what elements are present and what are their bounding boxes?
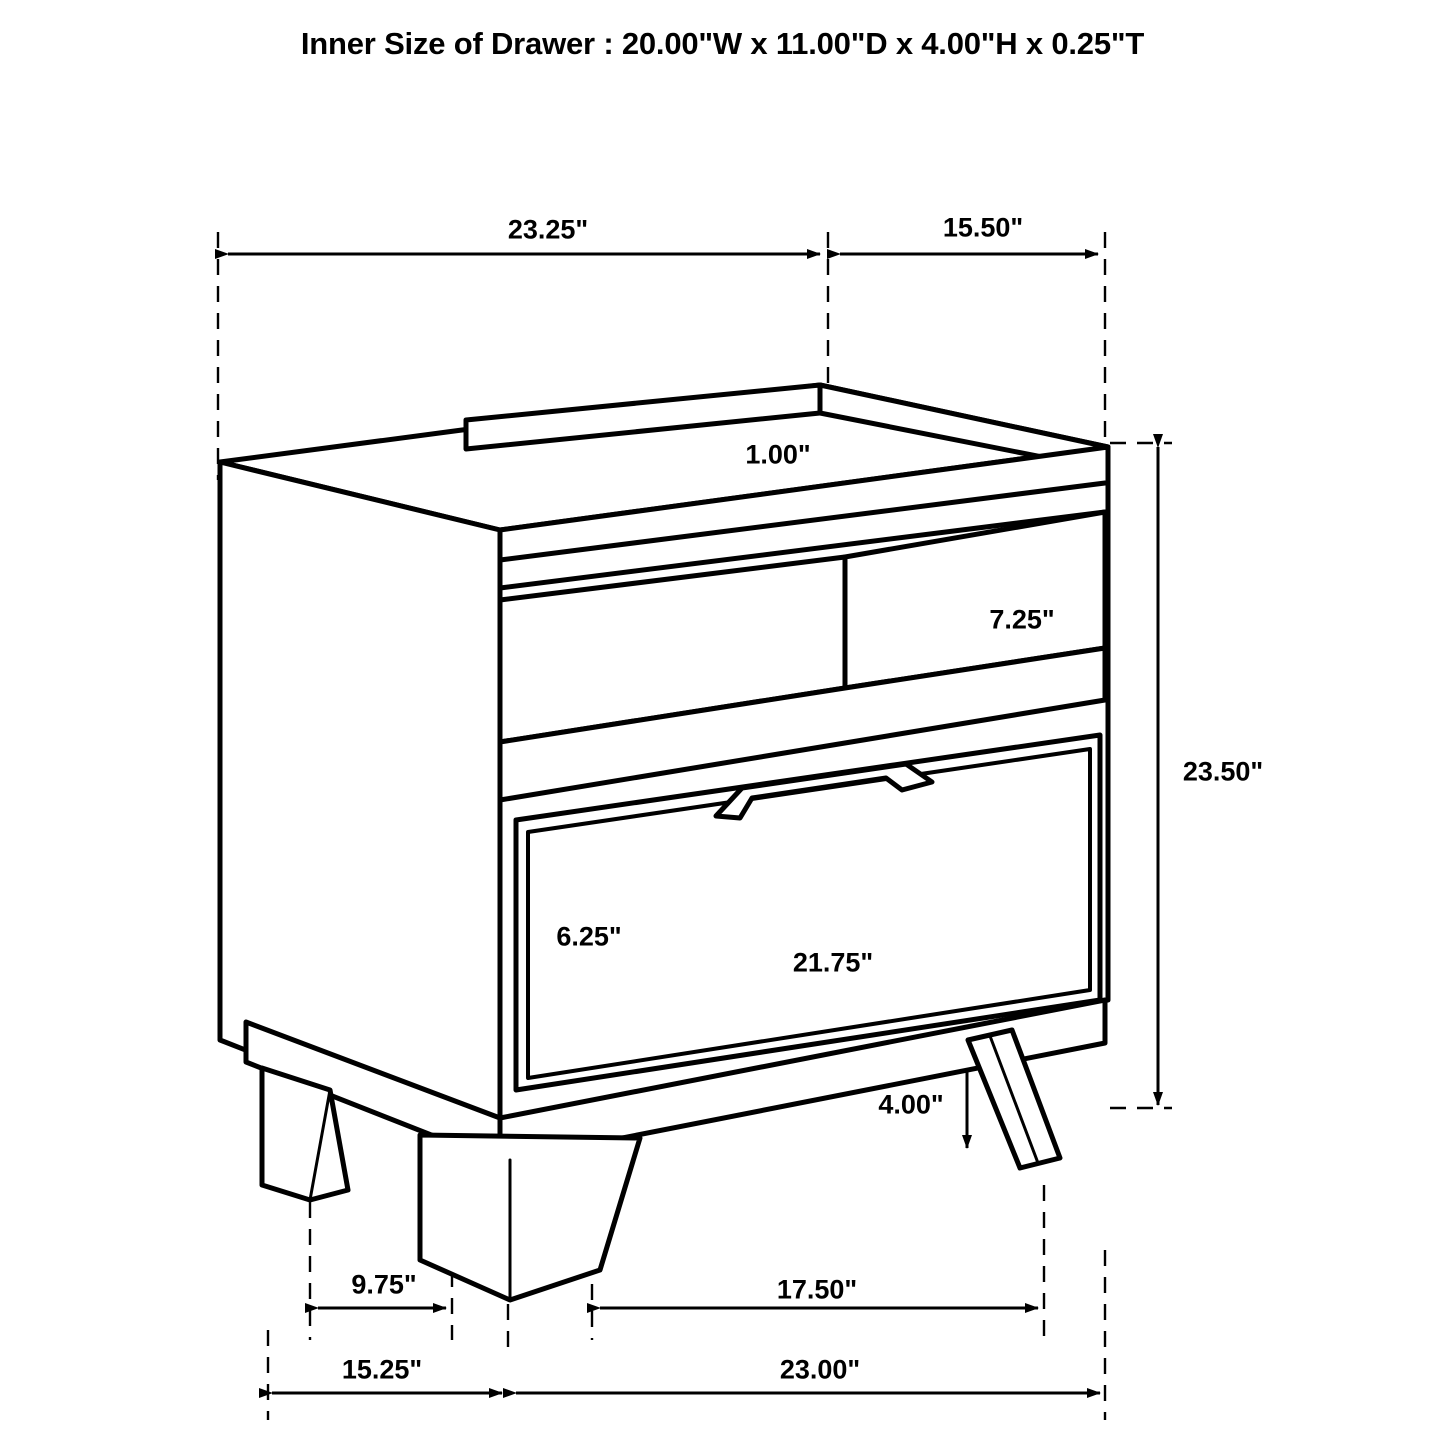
dimension-label-drawer-width: 21.75" bbox=[792, 947, 874, 978]
dimension-label-shelf-opening: 7.25" bbox=[989, 604, 1055, 635]
page-title: Inner Size of Drawer : 20.00"W x 11.00"D x 4.00"H x 0.25"T bbox=[300, 26, 1145, 61]
dimension-label-drawer-height: 6.25" bbox=[556, 921, 622, 952]
nightstand-body bbox=[220, 385, 1108, 1300]
dimension-label-top-width-side: 15.50" bbox=[942, 212, 1024, 243]
dimension-label-leg-span-right: 17.50" bbox=[776, 1274, 858, 1305]
dimension-label-overall-height: 23.50" bbox=[1182, 756, 1264, 787]
dimension-label-leg-offset-left: 9.75" bbox=[351, 1269, 417, 1300]
dimension-label-base-depth-left: 15.25" bbox=[341, 1354, 423, 1385]
dimension-label-leg-height: 4.00" bbox=[878, 1089, 944, 1120]
dimension-label-top-width-front: 23.25" bbox=[507, 214, 589, 245]
dimension-label-base-width-front: 23.00" bbox=[779, 1354, 861, 1385]
dimension-label-top-thickness: 1.00" bbox=[745, 439, 811, 470]
